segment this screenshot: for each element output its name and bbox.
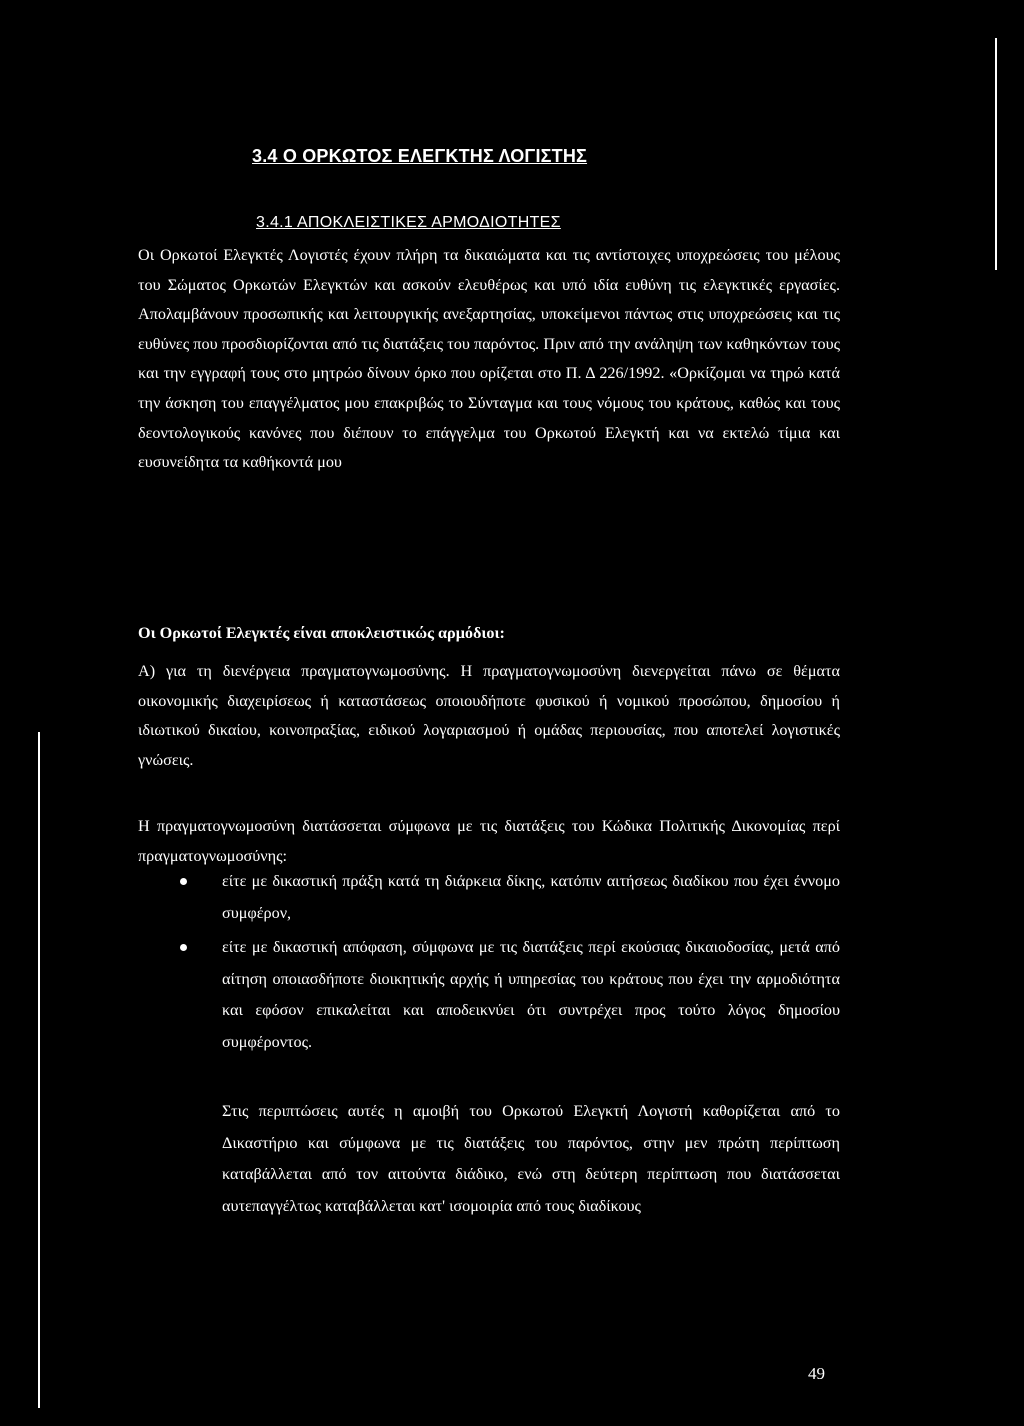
subsection-title: 3.4.1 ΑΠΟΚΛΕΙΣΤΙΚΕΣ ΑΡΜΟΔΙΟΤΗΤΕΣ [256, 214, 561, 231]
bullet-list [180, 866, 840, 1061]
scan-edge-line-left [38, 732, 40, 1408]
bullet-icon [180, 944, 187, 951]
paragraph-procedure: Η πραγματογνωμοσύνη διατάσσεται σύμφωνα με τις διατάξεις του Κώδικα Πολιτικής Δικονομίας περί πραγματογνωμοσύνης: [138, 817, 840, 865]
section-title: 3.4 Ο ΟΡΚΩΤΟΣ ΕΛΕΓΚΤΗΣ ΛΟΓΙΣΤΗΣ [252, 146, 588, 166]
list-item [180, 866, 840, 929]
competence-heading: Οι Ορκωτοί Ελεγκτές είναι αποκλειστικώς αρμόδιοι: [138, 624, 505, 642]
paragraph-expertise: Α) για τη διενέργεια πραγματογνωμοσύνης. Η πραγματογνωμοσύνη διενεργείται πάνω σε θέματα οικονομικής διαχειρίσεως ή καταστάσεως οποιουδήποτε φυσικού ή νομικού προσώπου, δημοσίου ή ιδιωτικού δικαίου, κοινοπραξίας, ειδικού λογαριασμού ή ομάδας περιουσίας, που αποτελεί λογιστικές γνώσεις. [138, 662, 840, 769]
bullet-icon [180, 878, 187, 885]
list-item-text: είτε με δικαστική πράξη κατά τη διάρκεια δίκης, κατόπιν αιτήσεως διαδίκου που έχει έννομο συμφέρον, [222, 872, 840, 922]
paragraph-fees: Στις περιπτώσεις αυτές η αμοιβή του Ορκωτού Ελεγκτή Λογιστή καθορίζεται από το Δικαστήριο και σύμφωνα με τις διατάξεις του παρόντος, στην μεν πρώτη περίπτωση καταβάλλεται από τον αιτούντα διάδικο, ενώ στη δεύτερη περίπτωση που διατάσσεται αυτεπαγγέλτως καταβάλλεται κατ' ισομοιρία από τους διαδίκους [222, 1102, 840, 1215]
page-number: 49 [808, 1364, 825, 1383]
list-item [180, 932, 840, 1058]
scan-edge-line-right [995, 38, 997, 270]
paragraph-oath: Οι Ορκωτοί Ελεγκτές Λογιστές έχουν πλήρη τα δικαιώματα και τις αντίστοιχες υποχρεώσεις του μέλους του Σώματος Ορκωτών Ελεγκτών και ασκούν ελευθέρως και υπό ιδία ευθύνη τις ελεγκτικές εργασίες. Απολαμβάνουν προσωπικής και λειτουργικής ανεξαρτησίας, υποκείμενοι πάντως στις υποχρεώσεις και τις ευθύνες που προσδιορίζονται από τις διατάξεις του παρόντος. Πριν από την ανάληψη των καθηκόντων τους και την εγγραφή τους στο μητρώο δίνουν όρκο που ορίζεται στο Π. Δ 226/1992. «Ορκίζομαι να τηρώ κατά την άσκηση του επαγγέλματος μου επακριβώς το Σύνταγμα και τους νόμους του κράτους, καθώς και τους δεοντολογικούς κανόνες που διέπουν το επάγγελμα του Ορκωτού Ελεγκτή και να εκτελώ τίμια και ευσυνείδητα τα καθήκοντά μου [138, 246, 840, 472]
list-item-text: είτε με δικαστική απόφαση, σύμφωνα με τις διατάξεις περί εκούσιας δικαιοδοσίας, μετά από αίτηση οποιασδήποτε διοικητικής αρχής ή υπηρεσίας του κράτους που έχει την αρμοδιότητα και εφόσον επικαλείται και αποδεικνύει ότι συντρέχει προς τούτο λόγος δημοσίου συμφέροντος. [222, 938, 840, 1051]
